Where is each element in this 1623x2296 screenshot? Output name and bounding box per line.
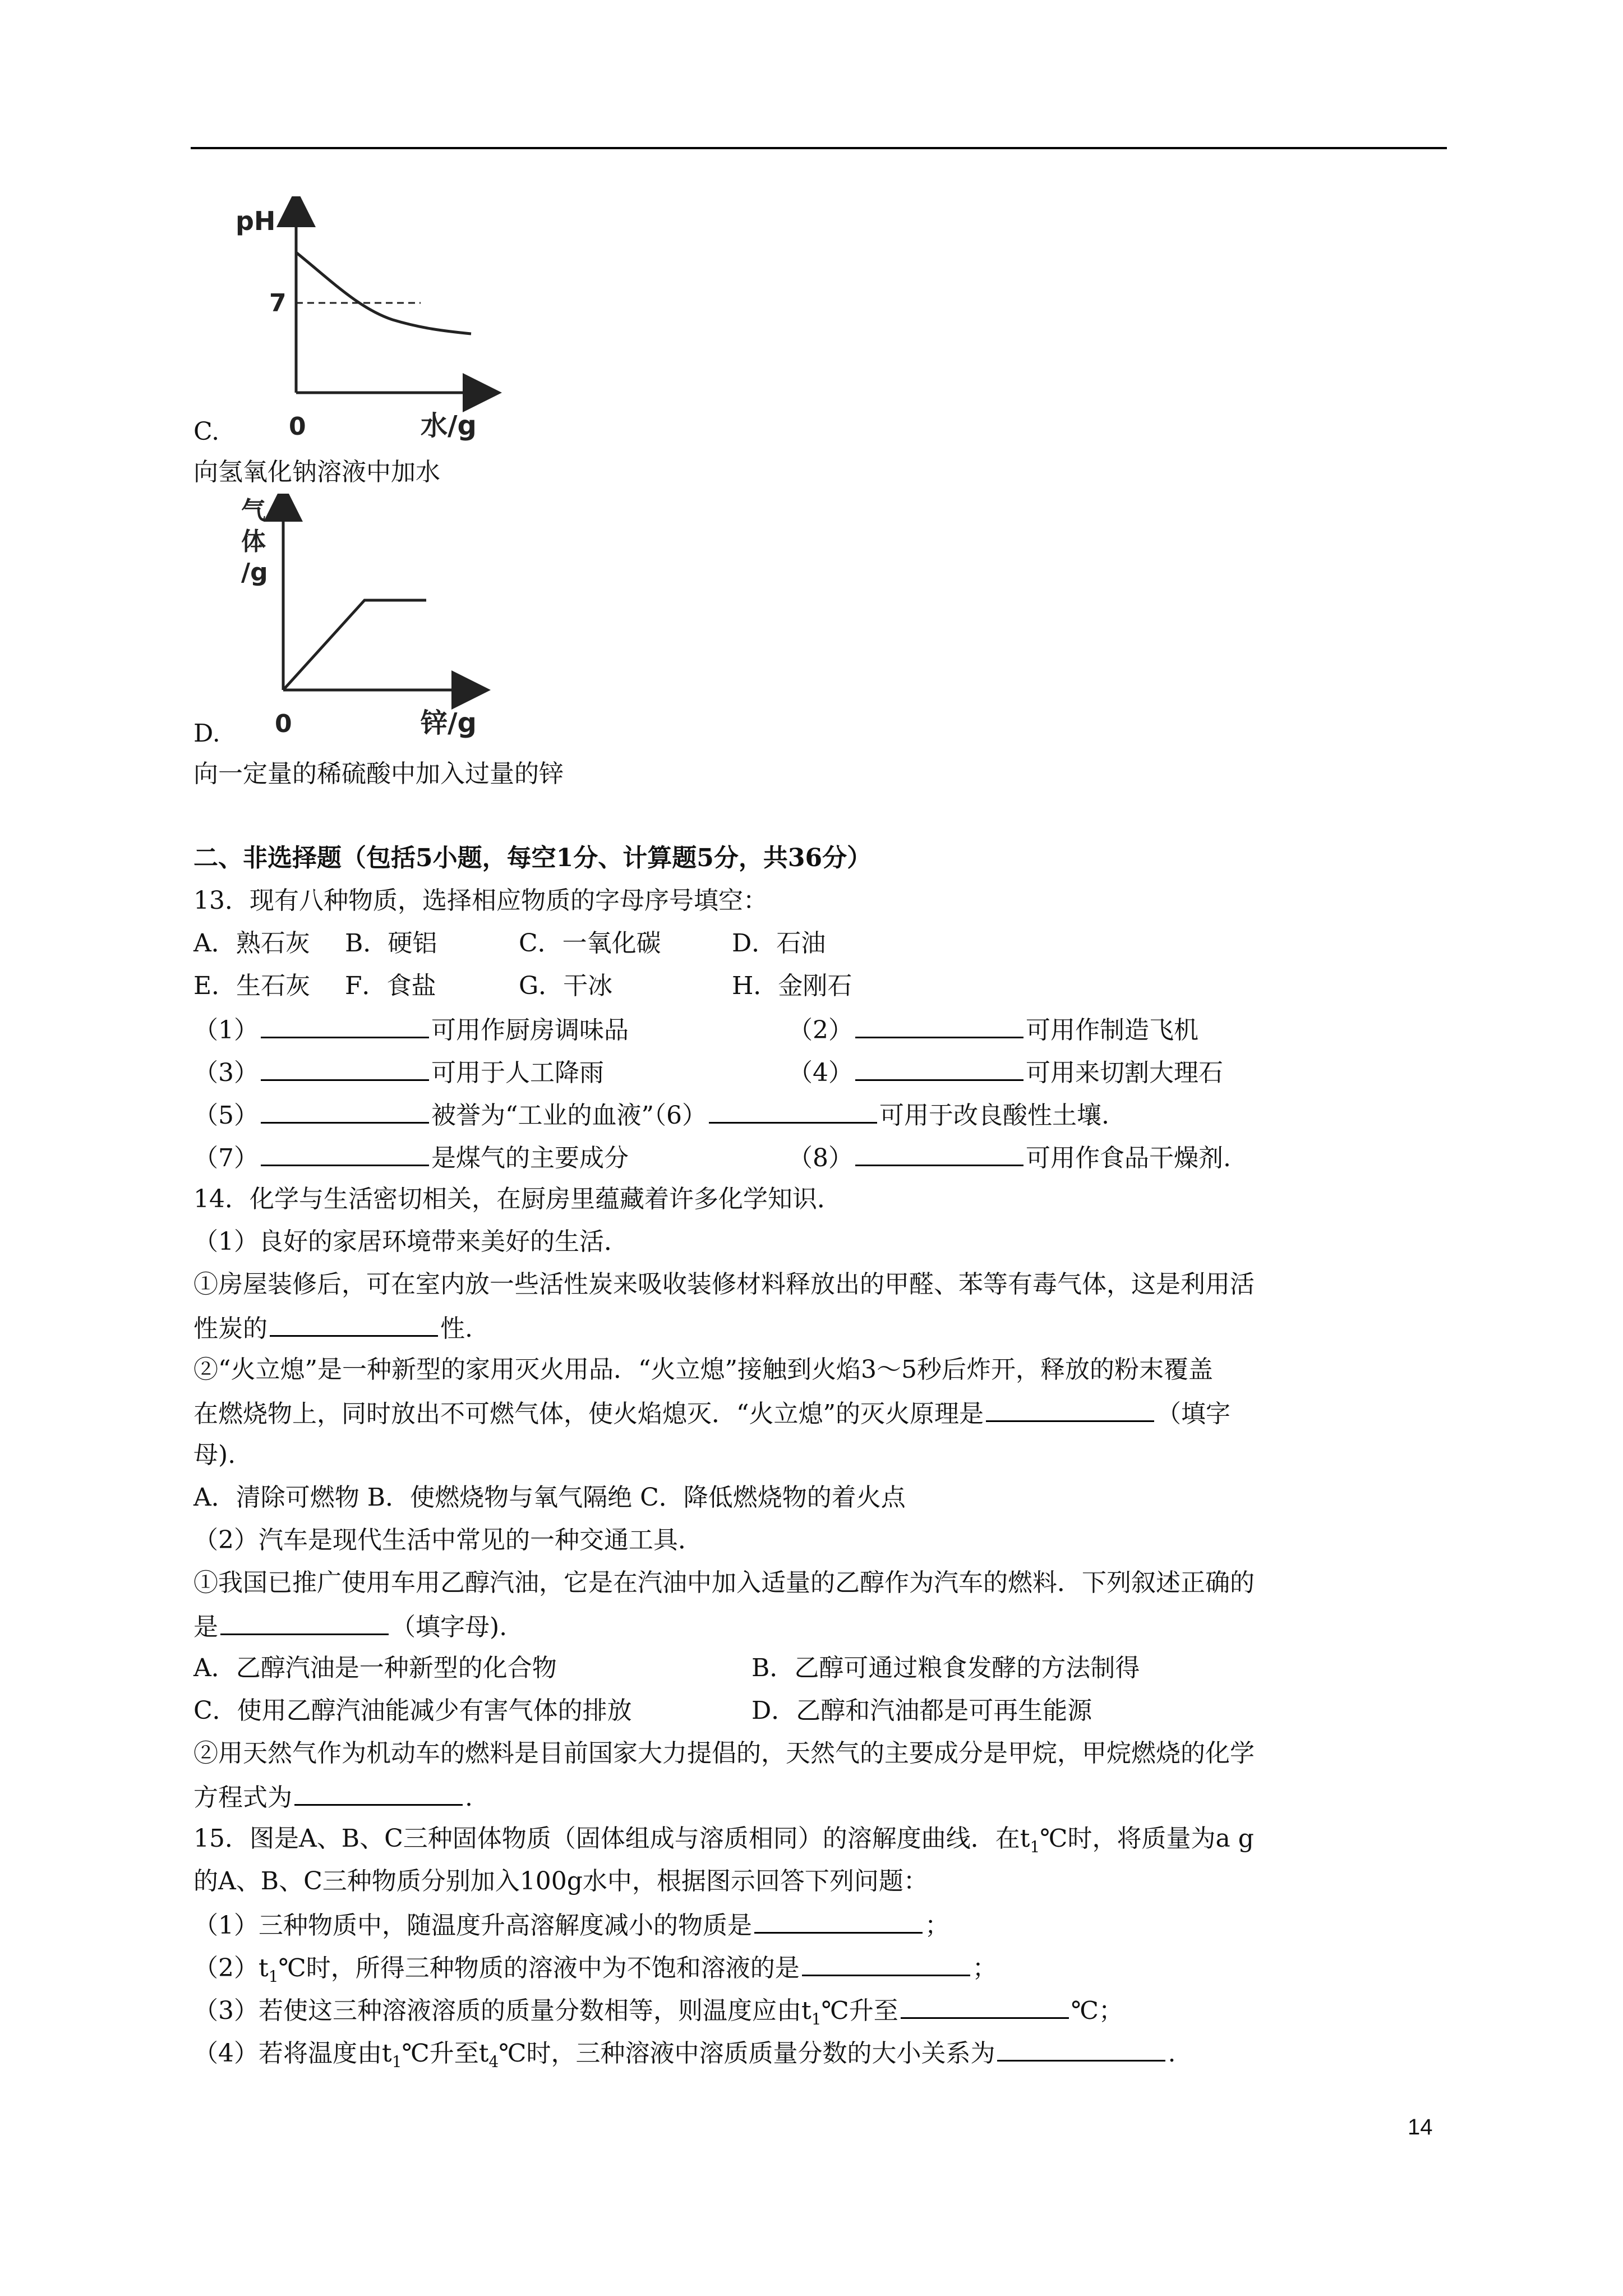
graph-d-x-label: 锌/g xyxy=(421,707,477,739)
q14-blank-3[interactable] xyxy=(220,1609,389,1635)
q13-option-g: G．干冰 xyxy=(519,972,613,1000)
graph-c-ph-vs-water xyxy=(224,196,505,449)
page-number: 14 xyxy=(1408,2115,1433,2139)
q14-part1b-line2: 在燃烧物上，同时放出不可燃气体，使火焰熄灭．“火立熄”的灭火原理是 （填字 xyxy=(193,1396,1230,1431)
q14-blank-4[interactable] xyxy=(294,1779,463,1806)
q14-part2a-line2: 是 （填字母). xyxy=(193,1609,507,1644)
graph-d-y-label-3: /g xyxy=(241,558,268,587)
graph-c-caption: 向氢氧化钠溶液中加水 xyxy=(193,458,440,486)
q15-blank-1[interactable] xyxy=(754,1907,923,1934)
graph-d-y-label-2: 体 xyxy=(241,527,266,556)
graph-c-y-tick: 7 xyxy=(269,289,287,318)
q13-stem: 13．现有八种物质，选择相应物质的字母序号填空： xyxy=(193,886,768,915)
q14-part2a-option-d: D．乙醇和汽油都是可再生能源 xyxy=(751,1696,1092,1725)
q15-question-3: （3）若使这三种溶液溶质的质量分数相等，则温度应由$t_1℃$升至 ℃； xyxy=(193,1993,1123,2036)
q13-blank-4[interactable] xyxy=(855,1055,1023,1081)
q13-blank-8[interactable] xyxy=(855,1140,1023,1166)
graph-c-y-label: pH xyxy=(236,206,276,236)
q13-item-3: （3） 可用于人工降雨 xyxy=(193,1055,604,1090)
q14-part1b-line1: ②“火立熄”是一种新型的家用灭火用品．“火立熄”接触到火焰3～5秒后炸开，释放的粉末覆盖 xyxy=(193,1355,1213,1384)
q13-option-c: C．一氧化碳 xyxy=(519,929,661,958)
q15-question-2: $(2)t_1℃$时，所得三种物质的溶液中为不饱和溶液的是 ； xyxy=(193,1950,997,1994)
q14-part2: （2）汽车是现代生活中常见的一种交通工具． xyxy=(193,1526,703,1554)
q15-stem-line2: 的A、B、C三种物质分别加入100g水中，根据图示回答下列问题： xyxy=(193,1867,928,1895)
graph-c-option: C. xyxy=(193,417,220,446)
q13-item-7: （7） 是煤气的主要成分 xyxy=(193,1140,629,1175)
q15-question-4: （4）若将温度由$t_1℃$升至$t_4℃$时，三种溶液中溶质质量分数的大小关系为 . xyxy=(193,2035,1175,2079)
graph-c-x-label: 水/g xyxy=(421,410,477,441)
q14-blank-2[interactable] xyxy=(986,1396,1154,1422)
q14-part1: （1）良好的家居环境带来美好的生活． xyxy=(193,1227,629,1256)
q13-blank-5[interactable] xyxy=(261,1097,429,1124)
q13-option-h: H．金刚石 xyxy=(732,972,852,1000)
header-rule xyxy=(191,147,1447,149)
q15-blank-4[interactable] xyxy=(997,2035,1165,2062)
q13-blank-1[interactable] xyxy=(261,1012,429,1038)
q14-stem: 14．化学与生活密切相关，在厨房里蕴藏着许多化学知识． xyxy=(193,1185,842,1213)
q13-item-4: （4） 可用来切割大理石 xyxy=(788,1055,1223,1090)
q15-stem-line1: 15．图是A、B、C三种固体物质（固体组成与溶质相同）的溶解度曲线．在$t_1℃$时，将质量为a g xyxy=(193,1824,1254,1856)
q13-option-d: D．石油 xyxy=(732,929,826,958)
q14-part1b-line3: 母). xyxy=(193,1441,236,1469)
graph-d-option: D. xyxy=(193,719,220,748)
q13-item-8: （8） 可用作食品干燥剂. xyxy=(788,1140,1231,1175)
q13-item-2: （2） 可用作制造飞机 xyxy=(788,1012,1198,1047)
q15-blank-3[interactable] xyxy=(901,1993,1069,2019)
q14-part2a-option-c: C．使用乙醇汽油能减少有害气体的排放 xyxy=(193,1696,632,1725)
q14-part2b-line1: ②用天然气作为机动车的燃料是目前国家大力提倡的，天然气的主要成分是甲烷，甲烷燃烧的化学 xyxy=(193,1739,1255,1768)
q13-option-a: A．熟石灰 xyxy=(193,929,310,958)
q14-part2a-line1: ①我国已推广使用车用乙醇汽油，它是在汽油中加入适量的乙醇作为汽车的燃料．下列叙述正确的 xyxy=(193,1568,1255,1597)
q13-item-1: （1） 可用作厨房调味品 xyxy=(193,1012,629,1047)
graph-d-origin: 0 xyxy=(275,710,292,738)
section2-title: 二、非选择题（包括5小题，每空1分、计算题5分，共36分） xyxy=(193,844,872,872)
graph-d-y-label-1: 气 xyxy=(241,496,266,525)
q13-options-row2 xyxy=(193,969,852,1003)
q15-blank-2[interactable] xyxy=(802,1950,970,1976)
q14-part2a-option-b: B．乙醇可通过粮食发酵的方法制得 xyxy=(751,1654,1140,1682)
q13-option-b: B．硬铝 xyxy=(345,929,437,958)
graph-d-caption: 向一定量的稀硫酸中加入过量的锌 xyxy=(193,760,564,788)
graph-d-curve xyxy=(283,600,426,690)
q15-question-1: （1）三种物质中，随温度升高溶解度减小的物质是 ； xyxy=(193,1907,949,1943)
q13-blank-6[interactable] xyxy=(709,1097,877,1124)
q13-blank-2[interactable] xyxy=(855,1012,1023,1038)
q14-part1a-line2: 性炭的 性. xyxy=(193,1310,473,1346)
q13-blank-3[interactable] xyxy=(261,1055,429,1081)
graph-d-gas-vs-zinc xyxy=(224,494,505,746)
q13-option-e: E．生石灰 xyxy=(193,972,311,1000)
graph-c-origin: 0 xyxy=(289,412,306,441)
q14-part2b-line2: 方程式为 . xyxy=(193,1779,473,1815)
q13-blank-7[interactable] xyxy=(261,1140,429,1166)
q13-item-5-6: （5） 被誉为“工业的血液”（6） 可用于改良酸性土壤. xyxy=(193,1097,1109,1133)
q14-part1b-options: A．清除可燃物 B．使燃烧物与氧气隔绝 C．降低燃烧物的着火点 xyxy=(193,1483,906,1512)
q13-option-f: F．食盐 xyxy=(345,972,436,1000)
q13-options-row1 xyxy=(193,927,826,960)
q14-part1a-line1: ①房屋装修后，可在室内放一些活性炭来吸收装修材料释放出的甲醛、苯等有毒气体，这是利用活 xyxy=(193,1270,1255,1299)
q14-part2a-option-a: A．乙醇汽油是一种新型的化合物 xyxy=(193,1654,557,1682)
q14-blank-1[interactable] xyxy=(270,1310,438,1337)
graph-c-curve xyxy=(296,252,471,334)
